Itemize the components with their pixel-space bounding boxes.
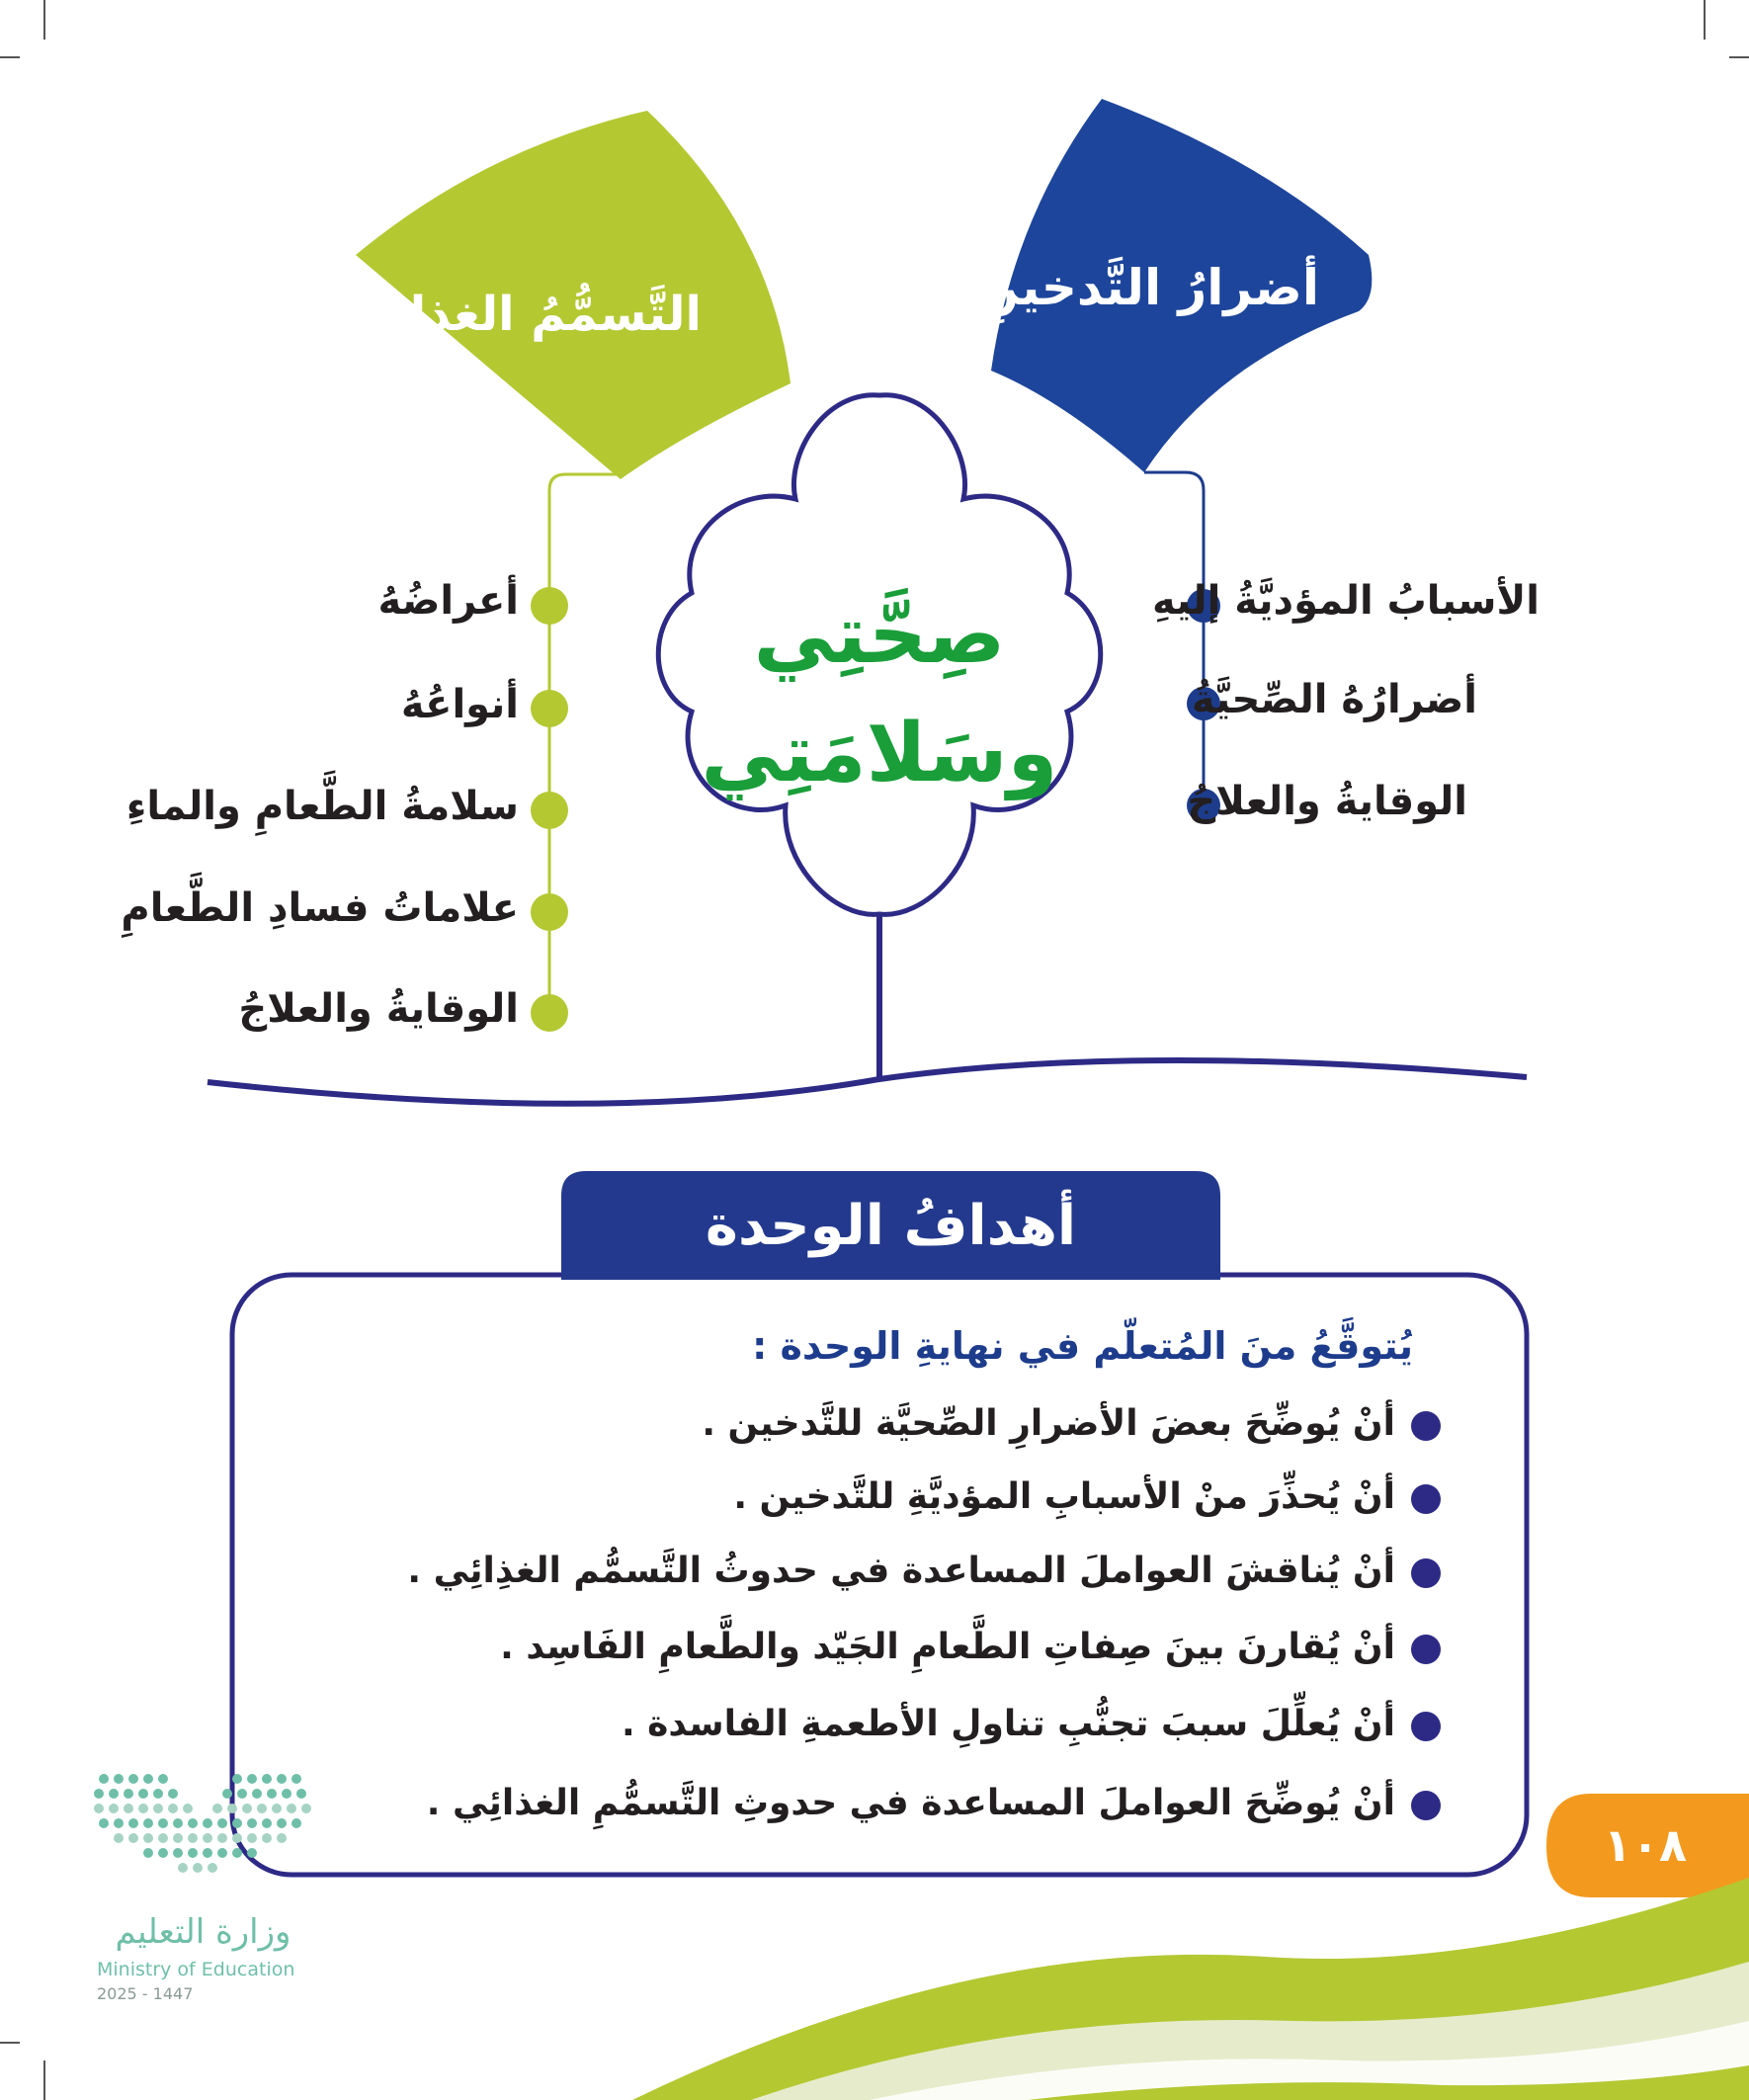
left-item-symptoms: أعراضُهُ (377, 578, 519, 624)
objectives-title: أهدافُ الوحدة (705, 1194, 1077, 1258)
objective-item-5: أنْ يُعلِّلَ سببَ تجنُّبِ تناولِ الأطعمةِ الفاسدة . (621, 1704, 1395, 1744)
right-connector (1144, 472, 1204, 802)
objective-item-1: أنْ يُوضِّحَ بعضَ الأضرارِ الصِّحيَّة للتَّدخين . (702, 1403, 1395, 1444)
left-item-food-safety: سلامةُ الطَّعامِ والماءِ (125, 784, 519, 829)
page-number: ١٠٨ (1603, 1818, 1688, 1872)
ministry-name-arabic: وزارة التعليم (115, 1912, 292, 1952)
ministry-name-english: Ministry of Education (97, 1959, 295, 1980)
right-item-prevention: الوقايةُ والعلاجُ (1187, 779, 1467, 824)
objectives-intro: يُتوقَّعُ منَ المُتعلّم في نهايةِ الوحدة : (752, 1324, 1413, 1368)
left-item-spoilage: علاماتُ فسادِ الطَّعامِ (121, 885, 519, 931)
left-item-types: أنواعُهُ (400, 682, 519, 727)
ministry-year: 2025 - 1447 (97, 1984, 194, 2003)
right-branch-title: أضرارُ التَّدخينِ (976, 259, 1319, 316)
right-item-health-damage: أضرارُهُ الصِّحيَّةُ (1191, 677, 1477, 722)
center-title-line2: وسَلامَتِي (701, 707, 1058, 800)
center-title-line1: صِحَّتِي (753, 588, 1006, 682)
objective-item-2: أنْ يُحذِّرَ منْ الأسبابِ المؤديَّةِ للتَّدخين . (733, 1476, 1395, 1517)
left-branch-title: التَّسمُّمُ الغذائِي (344, 287, 702, 342)
left-connector (549, 474, 621, 1018)
objective-item-4: أنْ يُقارنَ بينَ صِفاتِ الطَّعامِ الجَيّد والطَّعامِ الفَاسِد . (500, 1627, 1395, 1667)
right-item-causes: الأسبابُ المؤديَّةُ إليهِ (1152, 578, 1540, 624)
objective-item-6: أنْ يُوضِّحَ العواملَ المساعدة في حدوثِ التَّسمُّمِ الغذائِي . (426, 1783, 1395, 1823)
left-item-prevention: الوقايةُ والعلاجُ (238, 986, 519, 1032)
objective-item-3: أنْ يُناقشَ العواملَ المساعدة في حدوثُ التَّسمُّم الغذِائِي . (407, 1551, 1395, 1591)
ground-line (208, 1060, 1527, 1104)
